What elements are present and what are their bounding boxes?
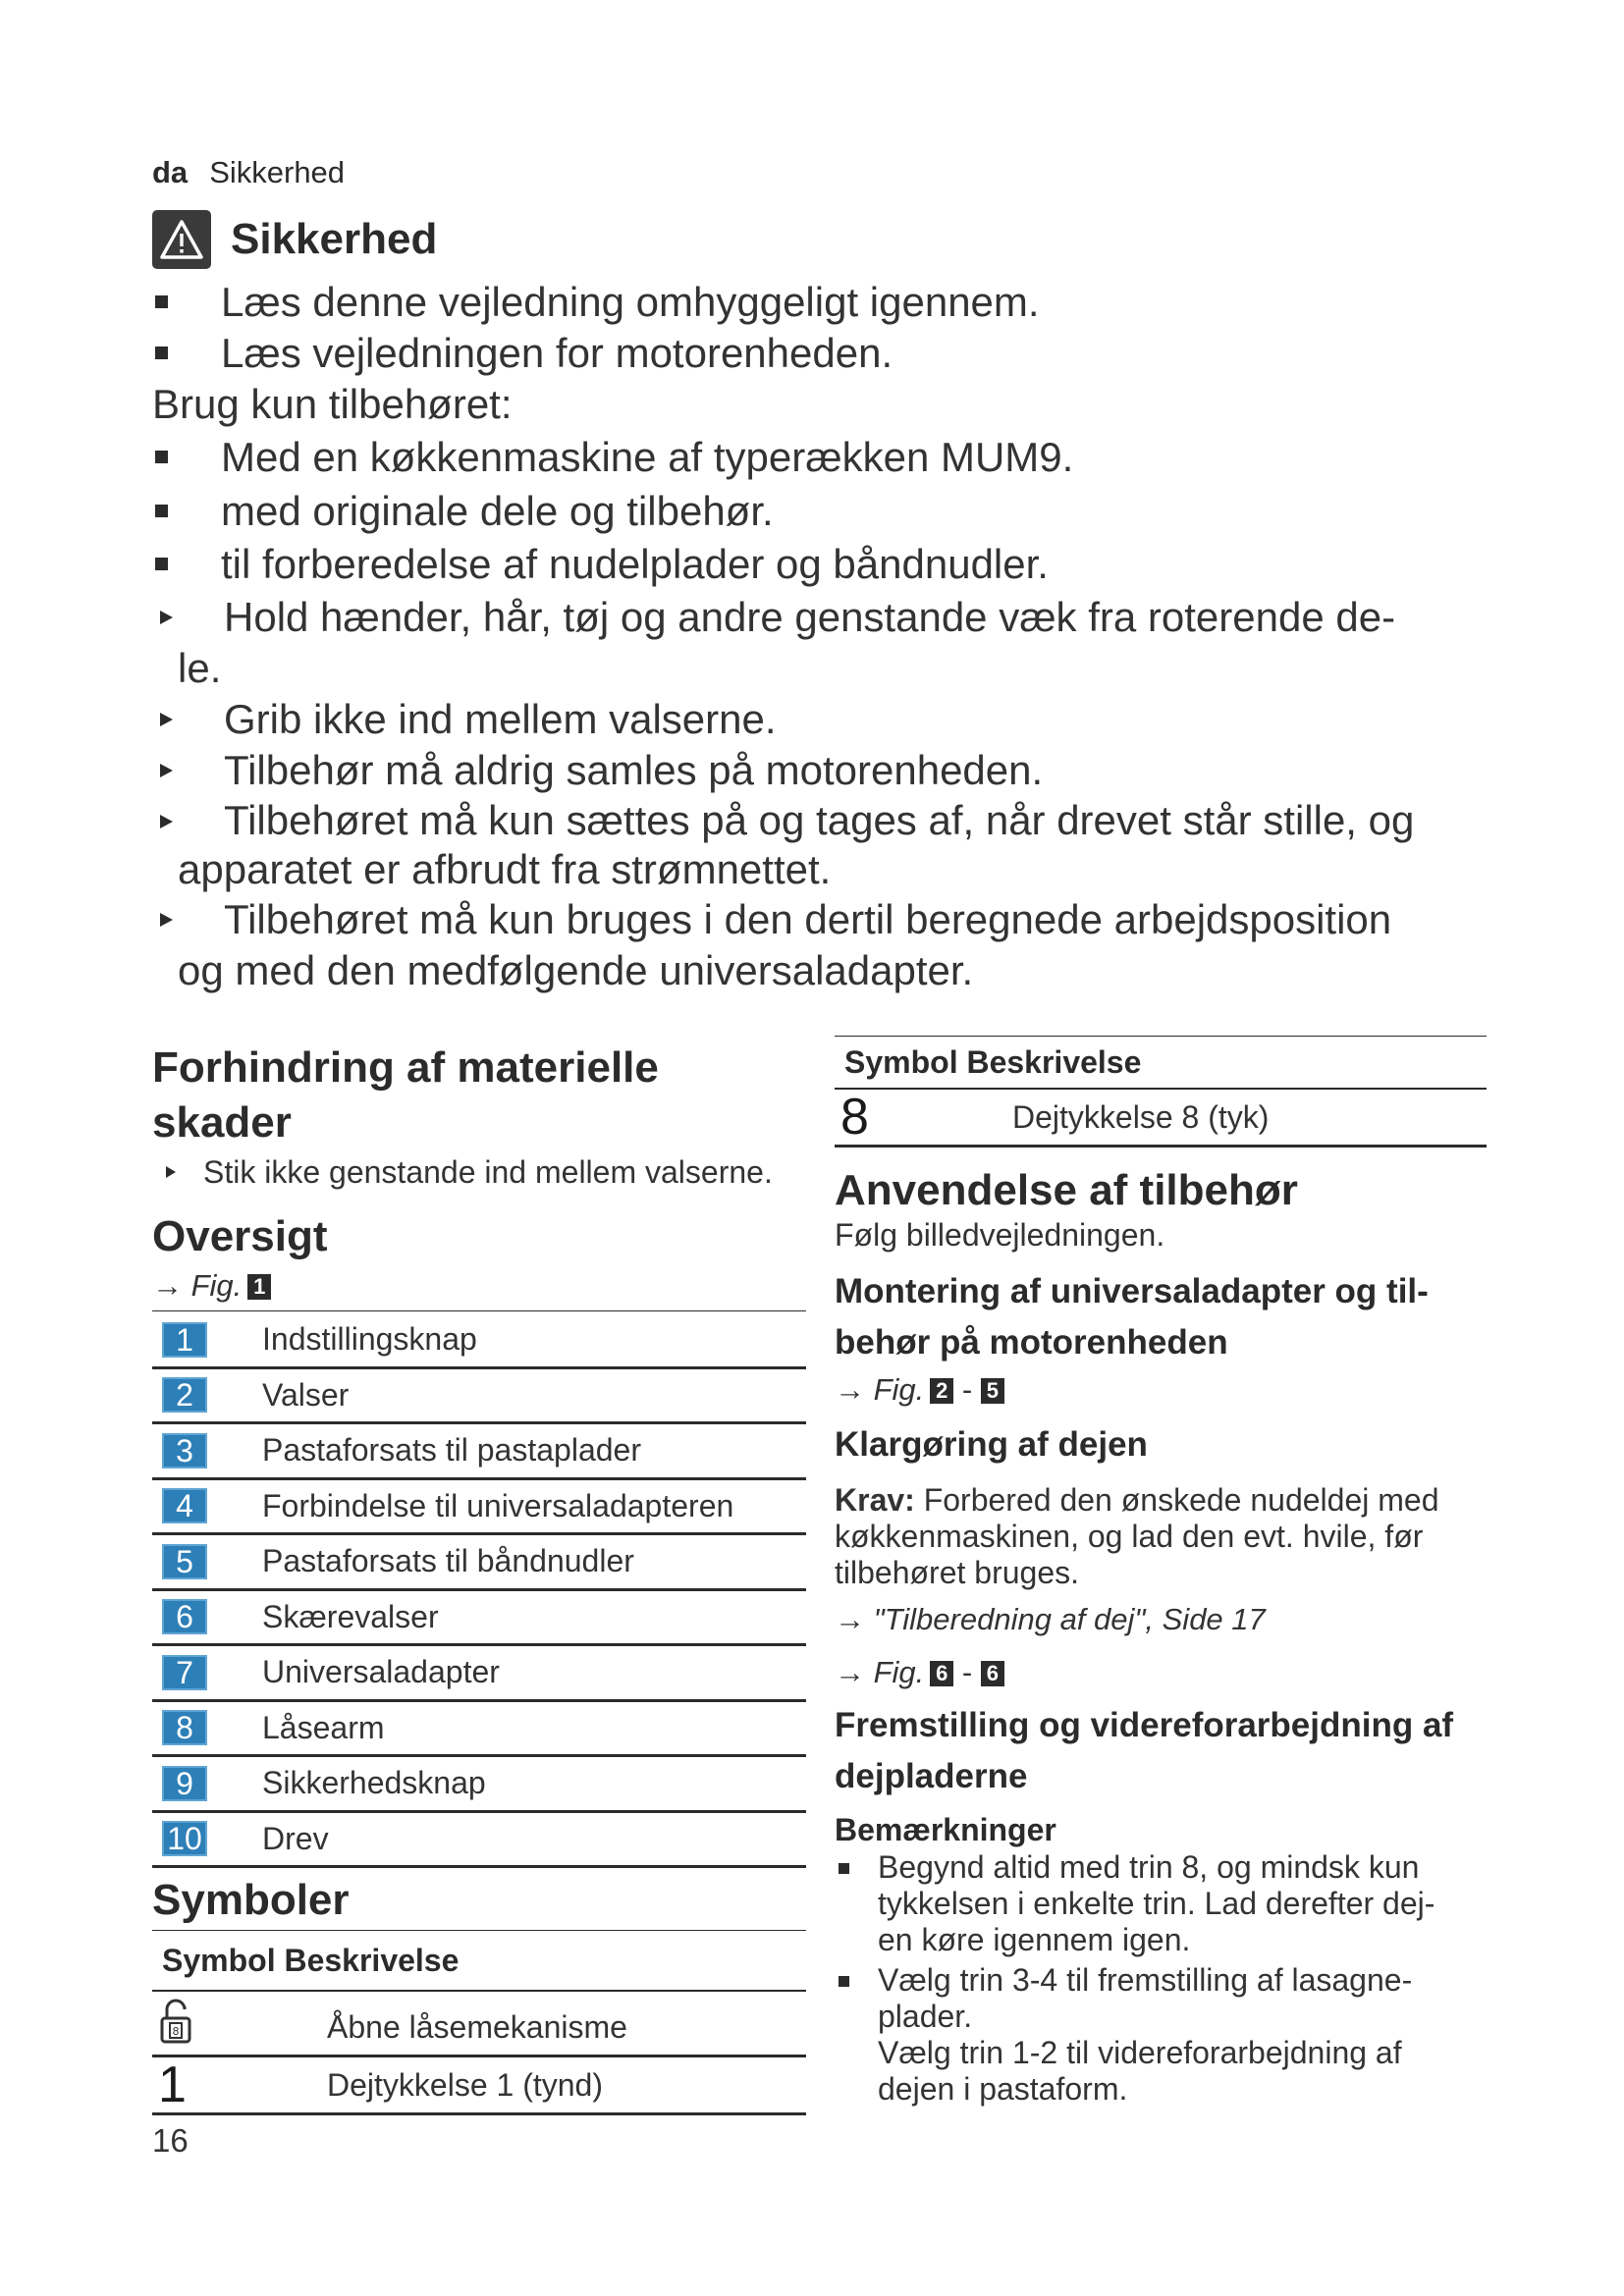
part-label: Låsearm	[262, 1709, 385, 1745]
requirement-block	[835, 1482, 1438, 1591]
damage-heading-l1: Forhindring af materielle	[152, 1043, 659, 1092]
mount-heading-l2: behør på motorenheden	[835, 1323, 1228, 1362]
table-row	[152, 2057, 806, 2115]
warning-text-cont: og med den medfølgende universaladapter.	[178, 947, 974, 993]
table-row	[152, 1757, 806, 1813]
fig-number: 1	[247, 1274, 271, 1300]
fig-number: 6	[981, 1661, 1004, 1686]
note-text: dejen i pastaform.	[878, 2071, 1128, 2107]
table-row	[152, 1813, 806, 1869]
part-number: 7	[162, 1655, 207, 1690]
part-number: 3	[162, 1433, 207, 1468]
fig-number: 2	[930, 1378, 953, 1404]
table-row	[152, 1424, 806, 1480]
note-text: Begynd altid med trin 8, og mindsk kun	[878, 1849, 1420, 1885]
requirement-text: Forbered den ønskede nudeldej med	[923, 1482, 1439, 1518]
symbols-heading: Symboler	[152, 1876, 350, 1924]
warning-item	[152, 694, 1546, 745]
damage-heading	[152, 1041, 659, 1150]
note-text: tykkelsen i enkelte trin. Lad derefter dej-	[878, 1886, 1435, 1921]
part-label: Pastaforsats til pastaplader	[262, 1432, 641, 1468]
symbols-table	[152, 1930, 806, 2115]
table-row	[152, 1480, 806, 1536]
part-label: Valser	[262, 1376, 350, 1413]
damage-warning: Stik ikke genstande ind mellem valserne.	[152, 1154, 1624, 1191]
damage-heading-l2: skader	[152, 1098, 292, 1147]
note-text: Vælg trin 3-4 til fremstilling af lasagne-	[878, 1962, 1413, 1998]
note-text: en køre igennem igen.	[878, 1922, 1191, 1957]
part-label: Forbindelse til universaladapteren	[262, 1487, 734, 1523]
warning-icon	[152, 210, 211, 269]
part-label: Universaladapter	[262, 1654, 500, 1690]
symbol-description: Dejtykkelse 8 (tyk)	[1012, 1098, 1270, 1135]
list-item: Med en køkkenmaskine af typerækken MUM9.	[152, 432, 1546, 483]
requirement-text: køkkenmaskinen, og lad den evt. hvile, før	[835, 1519, 1424, 1554]
requirement-label: Krav:	[835, 1482, 915, 1518]
svg-text:8: 8	[172, 2025, 180, 2038]
table-rule	[152, 1310, 806, 1311]
overview-heading: Oversigt	[152, 1212, 328, 1260]
notes-list	[835, 1849, 1502, 2108]
notes-heading: Bemærkninger	[835, 1812, 1056, 1847]
production-heading-l2: dejpladerne	[835, 1757, 1028, 1795]
warning-item	[152, 745, 1546, 796]
fig-ref-text: → Fig.	[835, 1372, 925, 1407]
fig-number: 6	[930, 1661, 953, 1686]
usage-heading: Anvendelse af tilbehør	[835, 1166, 1298, 1214]
part-number: 6	[162, 1599, 207, 1634]
list-item: Læs denne vejledning omhyggeligt igennem.	[152, 277, 1546, 328]
page-title: Sikkerhed	[231, 215, 438, 263]
symbols-table-cont	[835, 1036, 1487, 1148]
warning-item	[152, 592, 1546, 694]
table-row	[152, 1313, 806, 1369]
symbol-description: Dejtykkelse 1 (tynd)	[327, 2066, 603, 2103]
usage-intro: Følg billedvejledningen.	[835, 1217, 1165, 1253]
mount-fig-ref: → Fig. 2 - 5	[835, 1372, 1004, 1408]
table-row	[152, 1369, 806, 1425]
table-row	[152, 1591, 806, 1647]
warning-text: Grib ikke ind mellem valserne.	[224, 696, 777, 742]
warning-text: Tilbehøret må kun sættes på og tages af, når drevet står stille, og	[224, 797, 1415, 843]
list-item: Læs vejledningen for motorenheden.	[152, 328, 1546, 379]
running-header	[152, 155, 345, 190]
list-item: med originale dele og tilbehør.	[152, 486, 1546, 537]
part-label: Pastaforsats til båndnudler	[262, 1543, 634, 1579]
language-code: da	[152, 155, 189, 189]
page-number: 16	[152, 2122, 189, 2159]
table-row	[152, 1535, 806, 1591]
list-item	[835, 1849, 1502, 1958]
part-label: Drev	[262, 1820, 329, 1856]
production-heading	[835, 1700, 1453, 1802]
open-lock-icon	[152, 1998, 327, 2056]
part-number: 9	[162, 1766, 207, 1801]
prep-fig-ref: → Fig. 6 - 6	[835, 1655, 1004, 1690]
warning-text: Tilbehør må aldrig samles på motorenheden.	[224, 747, 1044, 793]
symbol-description: Åbne låsemekanisme	[327, 2008, 627, 2045]
warning-text-cont: le.	[178, 645, 222, 691]
warning-item	[152, 894, 1546, 996]
note-text: plader.	[878, 1999, 973, 2034]
safety-list	[152, 277, 1546, 996]
part-number: 2	[162, 1377, 207, 1413]
header-section: Sikkerhed	[209, 155, 346, 189]
warning-item	[152, 796, 1546, 894]
thickness-symbol: 1	[158, 2056, 187, 2113]
part-label: Sikkerhedsknap	[262, 1765, 486, 1801]
overview-fig-ref	[152, 1268, 271, 1304]
safety-title	[152, 208, 437, 271]
prep-heading: Klargøring af dejen	[835, 1425, 1148, 1464]
recipe-reference: → "Tilberedning af dej", Side 17	[835, 1602, 1266, 1636]
fig-ref-text: → Fig.	[152, 1268, 243, 1303]
part-number: 5	[162, 1544, 207, 1579]
requirement-text: tilbehøret bruges.	[835, 1555, 1080, 1590]
production-heading-l1: Fremstilling og videreforarbejdning af	[835, 1706, 1454, 1744]
part-number: 10	[162, 1821, 207, 1856]
table-row	[152, 1702, 806, 1758]
table-header: Symbol Beskrivelse	[835, 1036, 1487, 1090]
table-row	[835, 1090, 1487, 1148]
warning-text: Tilbehøret må kun bruges i den dertil beregnede arbejdsposition	[224, 896, 1392, 942]
use-only-text: Brug kun tilbehøret:	[152, 381, 513, 427]
overview-table	[152, 1313, 806, 1868]
mount-heading-l1: Montering af universaladapter og til-	[835, 1272, 1429, 1310]
list-item: til forberedelse af nudelplader og båndnudler.	[152, 539, 1546, 590]
part-number: 4	[162, 1488, 207, 1523]
table-row	[152, 2000, 806, 2057]
part-label: Indstillingsknap	[262, 1321, 477, 1358]
fig-ref-text: → Fig.	[835, 1655, 925, 1689]
warning-text-cont: apparatet er afbrudt fra strømnettet.	[178, 846, 832, 892]
warning-text: Hold hænder, hår, tøj og andre genstande væk fra roterende de-	[224, 594, 1396, 640]
mount-heading	[835, 1266, 1429, 1368]
fig-number: 5	[981, 1378, 1004, 1404]
list-item	[835, 1962, 1502, 2108]
part-number: 1	[162, 1322, 207, 1358]
part-label: Skærevalser	[262, 1598, 439, 1634]
thickness-symbol: 8	[840, 1089, 869, 1146]
note-text: Vælg trin 1-2 til videreforarbejdning af	[878, 2035, 1402, 2070]
part-number: 8	[162, 1710, 207, 1745]
table-header: Symbol Beskrivelse	[152, 1930, 806, 1992]
table-row	[152, 1646, 806, 1702]
